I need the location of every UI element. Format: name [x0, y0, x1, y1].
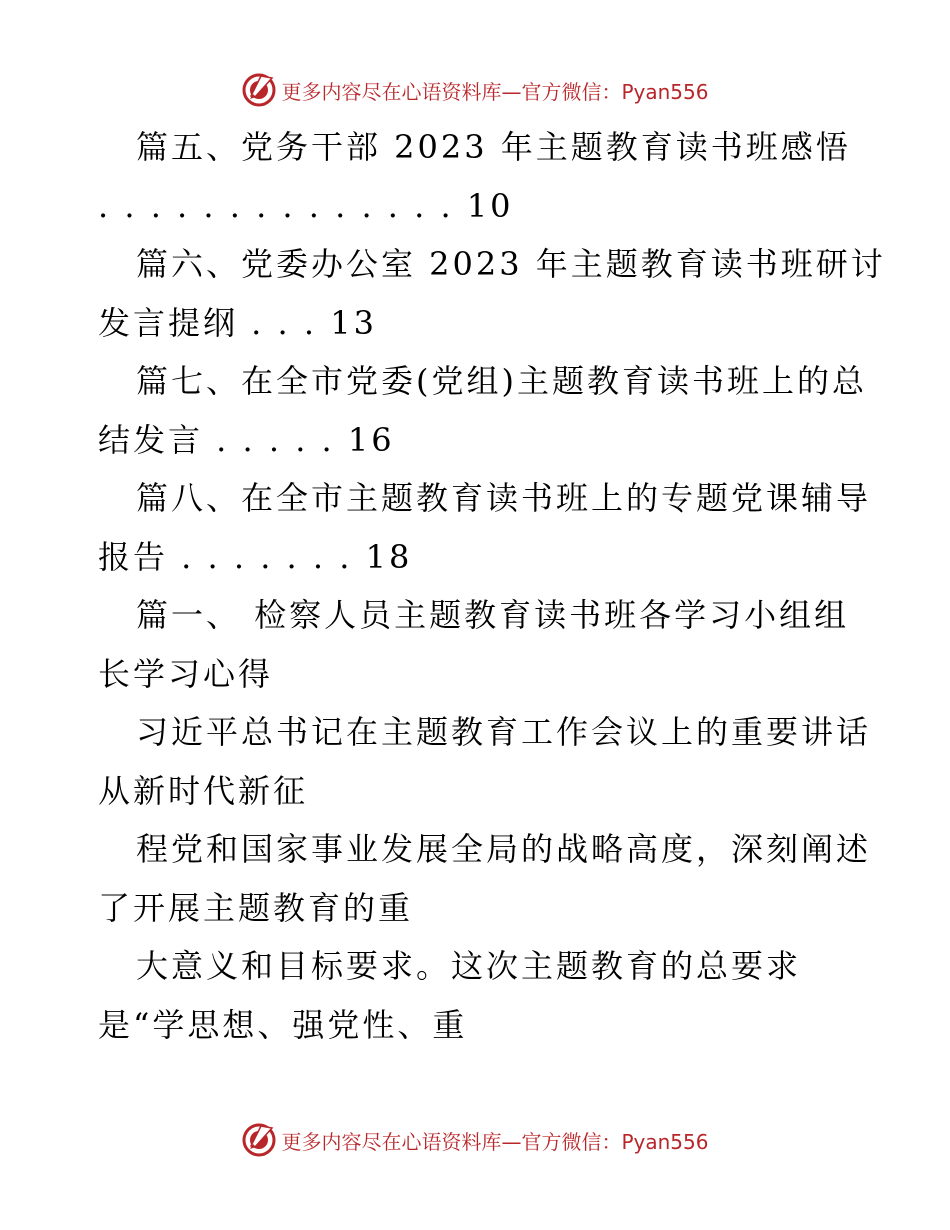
document-line: 篇八、在全市主题教育读书班上的专题党课辅导: [136, 479, 872, 517]
footer-watermark-text: 更多内容尽在心语资料库—官方微信：Pyan556: [281, 1129, 709, 1154]
document-line: 了开展主题教育的重: [98, 888, 414, 927]
header-watermark: [0, 70, 950, 110]
footer-watermark: [0, 1120, 950, 1160]
footer-logo: [241, 1122, 277, 1158]
document-line: . . . . . . . . . . . . . . 10: [98, 186, 514, 225]
document-line: 习近平总书记在主题教育工作会议上的重要讲话: [136, 713, 872, 751]
document-line: 篇七、在全市党委(党组)主题教育读书班上的总: [136, 362, 867, 400]
pen-seal-icon: [241, 1122, 277, 1158]
document-line: 报告 . . . . . . . 18: [98, 537, 413, 576]
header-watermark-text: 更多内容尽在心语资料库—官方微信：Pyan556: [281, 79, 709, 104]
document-body: [98, 118, 886, 1054]
document-line: 大意义和目标要求。这次主题教育的总要求: [136, 947, 802, 985]
header-logo: [241, 72, 277, 108]
document-line: 结发言 . . . . . 16: [98, 420, 395, 459]
document-line: 从新时代新征: [98, 771, 309, 810]
document-line: 篇一、 检察人员主题教育读书班各学习小组组: [136, 596, 850, 634]
document-line: 篇六、党委办公室 2023 年主题教育读书班研讨: [136, 245, 886, 283]
document-line: 程党和国家事业发展全局的战略高度，深刻阐述: [136, 830, 872, 868]
pen-seal-icon: [241, 72, 277, 108]
document-line: 是“学思想、强党性、重: [98, 1005, 468, 1044]
document-line: 篇五、党务干部 2023 年主题教育读书班感悟: [136, 128, 851, 166]
document-line: 长学习心得: [98, 654, 274, 693]
document-line: 发言提纲 . . . 13: [98, 303, 377, 342]
